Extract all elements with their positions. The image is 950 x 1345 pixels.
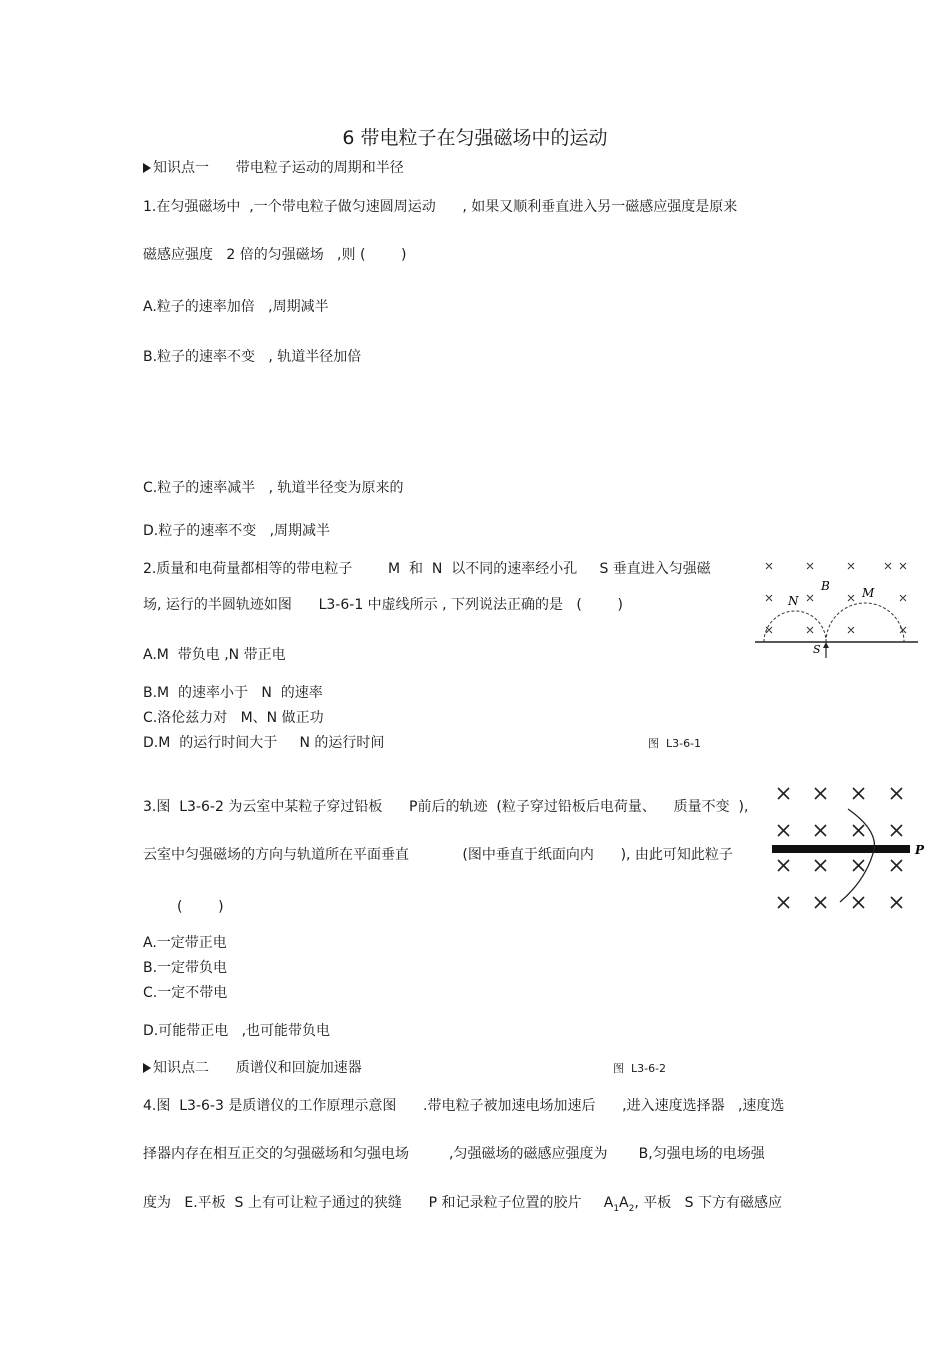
page-title: 6 带电粒子在匀强磁场中的运动	[342, 127, 608, 149]
q4-line3-start: 度为 E.平板 S 上有可让粒子通过的狭缝 P 和记录粒子位置的胶片 A	[143, 1195, 614, 1211]
figure-caption-l3-6-2: 图 L3-6-2	[613, 1062, 667, 1075]
triangle-bullet-icon	[143, 163, 151, 173]
q4-line3	[143, 1194, 782, 1218]
section-heading-1-text: 知识点一 带电粒子运动的周期和半径	[153, 160, 404, 176]
q2-option-b: B.M 的速率小于 N 的速率	[143, 685, 323, 701]
q1-option-c: C.粒子的速率减半 , 轨道半径变为原来的	[143, 480, 404, 496]
q1-option-d: D.粒子的速率不变 ,周期减半	[143, 523, 331, 539]
particle-track	[840, 809, 874, 902]
q3-option-a: A.一定带正电	[143, 935, 227, 951]
q2-option-d: D.M 的运行时间大于 N 的运行时间	[143, 735, 385, 751]
q2-option-a: A.M 带负电 ,N 带正电	[143, 647, 286, 663]
q4-line2: 择器内存在相互正交的匀强磁场和匀强电场 ,匀强磁场的磁感应强度为 B,匀强电场的电场强	[143, 1146, 765, 1162]
q2-option-c: C.洛伦兹力对 M、N 做正功	[143, 710, 324, 726]
q3-line2: 云室中匀强磁场的方向与轨道所在平面垂直 (图中垂直于纸面向内 ), 由此可知此粒子	[143, 847, 733, 863]
label-p: P	[915, 843, 925, 857]
q2-line1: 2.质量和电荷量都相等的带电粒子 M 和 N 以不同的速率经小孔 S 垂直进入匀强磁	[143, 561, 711, 577]
trajectory-n	[764, 611, 826, 642]
triangle-bullet-icon	[143, 1063, 151, 1073]
section-heading-2	[143, 1059, 362, 1077]
q1-line2: 磁感应强度 2 倍的匀强磁场 ,则 ( )	[143, 247, 407, 263]
section-heading-2-text: 知识点二 质谱仪和回旋加速器	[153, 1060, 362, 1076]
q3-line3: ( )	[177, 899, 224, 915]
q2-line2: 场, 运行的半圆轨迹如图 L3-6-1 中虚线所示 , 下列说法正确的是 ( )	[143, 597, 623, 613]
q4-line1: 4.图 L3-6-3 是质谱仪的工作原理示意图 .带电粒子被加速电场加速后 ,进入速度选择器 ,速度选	[143, 1098, 785, 1114]
q3-option-c: C.一定不带电	[143, 985, 228, 1001]
section-heading-1	[143, 159, 404, 177]
subscript-1: 1	[613, 1203, 620, 1214]
q3-option-d: D.可能带正电 ,也可能带负电	[143, 1023, 331, 1039]
label-s: S	[813, 643, 821, 656]
q1-option-b: B.粒子的速率不变 , 轨道半径加倍	[143, 349, 362, 365]
q1-line1: 1.在匀强磁场中 ,一个带电粒子做匀速圆周运动 , 如果又顺利垂直进入另一磁感应强度是原来	[143, 199, 738, 215]
q1-option-a: A.粒子的速率加倍 ,周期减半	[143, 299, 329, 315]
label-b: B	[821, 579, 830, 593]
entry-arrow-head-icon	[823, 642, 829, 648]
figure-l3-6-2	[770, 784, 935, 914]
q4-line3-end: , 平板 S 下方有磁感应	[634, 1195, 782, 1211]
trajectory-m	[826, 603, 904, 642]
figure-caption-l3-6-1: 图 L3-6-1	[648, 737, 702, 750]
label-n: N	[788, 594, 799, 608]
figure-l3-6-1	[750, 556, 925, 661]
q3-option-b: B.一定带负电	[143, 960, 228, 976]
q4-line3-a2: A	[619, 1195, 629, 1211]
q3-line1: 3.图 L3-6-2 为云室中某粒子穿过铅板 P前后的轨迹 (粒子穿过铅板后电荷量、 质量不变 ),	[143, 799, 749, 815]
label-m: M	[862, 586, 875, 600]
subscript-2: 2	[628, 1203, 635, 1214]
magnetic-field-crosses	[766, 563, 906, 633]
lead-plate-p	[772, 845, 910, 853]
